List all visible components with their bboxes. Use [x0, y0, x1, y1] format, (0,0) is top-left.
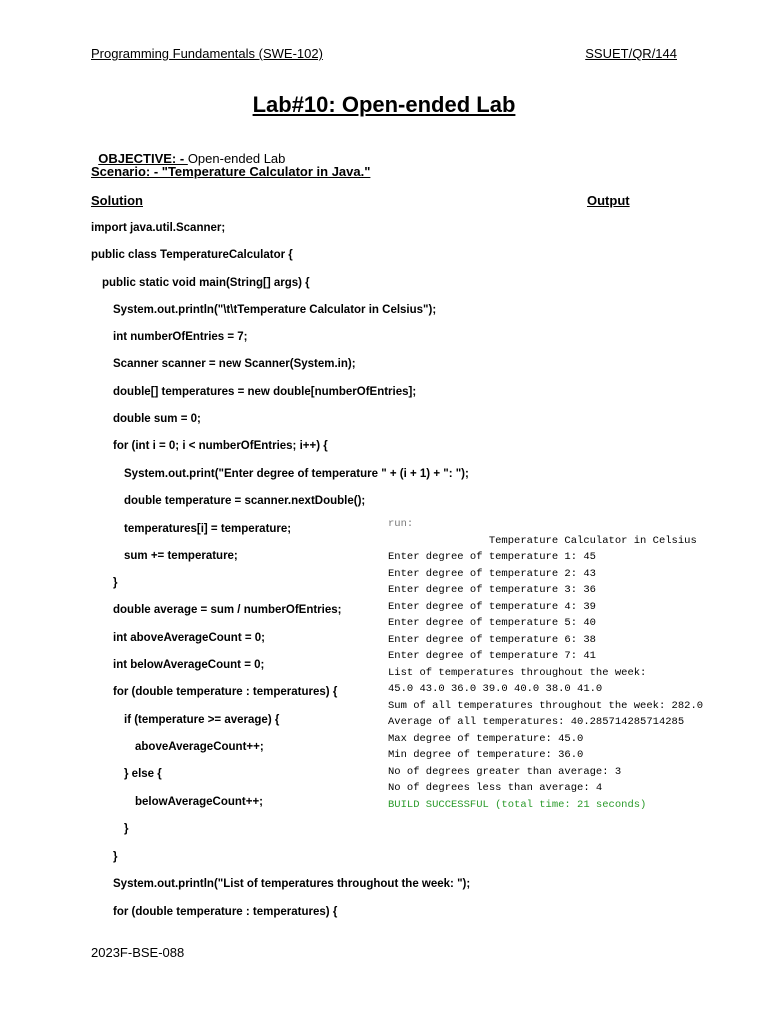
code-line: aboveAverageCount++;	[135, 741, 264, 753]
code-line: double average = sum / numberOfEntries;	[113, 604, 342, 616]
code-line: }	[113, 577, 118, 589]
code-line: System.out.println("List of temperatures throughout the week: ");	[113, 878, 471, 890]
console-line: Enter degree of temperature 7: 41	[388, 650, 596, 662]
code-line: int belowAverageCount = 0;	[113, 659, 265, 671]
console-line: 45.0 43.0 36.0 39.0 40.0 38.0 41.0	[388, 683, 603, 695]
code-line: double[] temperatures = new double[numberOfEntries];	[113, 386, 417, 398]
code-line: System.out.print("Enter degree of temperature " + (i + 1) + ": ");	[124, 468, 469, 480]
code-line: temperatures[i] = temperature;	[124, 523, 292, 535]
header-document-code: SSUET/QR/144	[585, 46, 677, 61]
console-line: Average of all temperatures: 40.285714285714285	[388, 716, 685, 728]
console-line: Enter degree of temperature 1: 45	[388, 551, 596, 563]
code-line: }	[124, 823, 129, 835]
objective-line	[91, 136, 285, 166]
console-line: Min degree of temperature: 36.0	[388, 749, 584, 761]
code-line: sum += temperature;	[124, 550, 238, 562]
header-course-title: Programming Fundamentals (SWE-102)	[91, 46, 323, 61]
console-output	[388, 516, 704, 813]
scenario-line: Scenario: - "Temperature Calculator in Java."	[91, 164, 371, 179]
code-line: public static void main(String[] args) {	[102, 277, 310, 289]
code-line: int aboveAverageCount = 0;	[113, 632, 265, 644]
output-heading: Output	[587, 193, 630, 208]
code-line: double sum = 0;	[113, 413, 201, 425]
console-build-status: BUILD SUCCESSFUL (total time: 21 seconds)	[388, 798, 647, 811]
console-line: Enter degree of temperature 6: 38	[388, 633, 596, 646]
page-title: Lab#10: Open-ended Lab	[252, 92, 516, 117]
code-line: Scanner scanner = new Scanner(System.in);	[113, 358, 356, 370]
code-line: if (temperature >= average) {	[124, 714, 280, 726]
code-line: System.out.println("\t\tTemperature Calculator in Celsius");	[113, 304, 437, 316]
solution-heading: Solution	[91, 193, 143, 208]
console-line: No of degrees greater than average: 3	[388, 765, 622, 778]
console-line: run:	[388, 518, 414, 530]
console-line: Enter degree of temperature 5: 40	[388, 617, 596, 629]
code-line: for (double temperature : temperatures) {	[113, 686, 338, 698]
code-line: for (double temperature : temperatures) {	[113, 906, 338, 918]
code-line: for (int i = 0; i < numberOfEntries; i++) {	[113, 440, 328, 452]
console-line: Max degree of temperature: 45.0	[388, 732, 584, 745]
footer-student-id: 2023F-BSE-088	[91, 945, 185, 960]
code-line: }	[113, 851, 118, 863]
code-line: double temperature = scanner.nextDouble();	[124, 495, 366, 507]
console-line: Sum of all temperatures throughout the week: 282.0	[388, 699, 704, 712]
console-line: Enter degree of temperature 4: 39	[388, 600, 596, 613]
code-line: belowAverageCount++;	[135, 796, 264, 808]
code-line: import java.util.Scanner;	[91, 222, 226, 234]
console-line: Enter degree of temperature 3: 36	[388, 584, 596, 596]
console-line: Enter degree of temperature 2: 43	[388, 567, 596, 580]
console-line: No of degrees less than average: 4	[388, 782, 603, 794]
code-line: public class TemperatureCalculator {	[91, 249, 293, 261]
objective-text: Open-ended Lab	[187, 151, 286, 166]
objective-label: OBJECTIVE: -	[98, 151, 188, 166]
console-line: Temperature Calculator in Celsius	[388, 534, 697, 547]
code-line: int numberOfEntries = 7;	[113, 331, 248, 343]
code-line: } else {	[124, 768, 162, 780]
console-line: List of temperatures throughout the week:	[388, 666, 647, 679]
